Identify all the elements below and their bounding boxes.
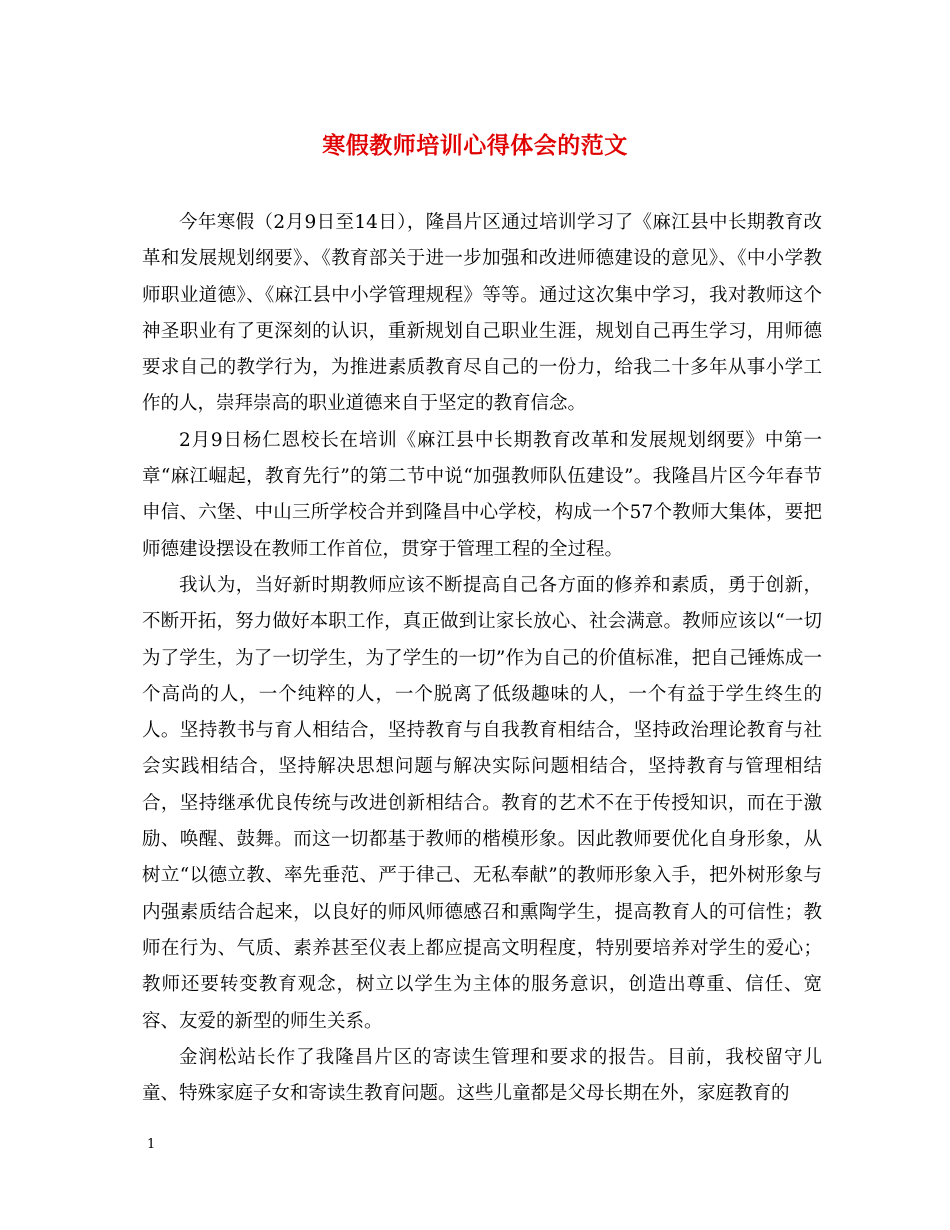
- paragraph-2: 2月9日杨仁恩校长在培训《麻江县中长期教育改革和发展规划纲要》中第一章“麻江崛起，教育先行”的第二节中说“加强教师队伍建设”。我隆昌片区今年春节申信、六堡、中山三所学校合并到隆昌中心学校，构成一个57个教师大集体，要把师德建设摆设在教师工作首位，贯穿于管理工程的全过程。: [142, 429, 822, 560]
- paragraph-3: 我认为，当好新时期教师应该不断提高自己各方面的修养和素质，勇于创新，不断开拓，努力做好本职工作，真正做到让家长放心、社会满意。教师应该以“一切为了学生，为了一切学生，为了学生的一切”作为自己的价值标准，把自己锤炼成一个高尚的人，一个纯粹的人，一个脱离了低级趣味的人，一个有益于学生终生的人。坚持教书与育人相结合，坚持教育与自我教育相结合，坚持政治理论教育与社会实践相结合，坚持解决思想问题与解决实际问题相结合，坚持教育与管理相结合，坚持继承优良传统与改进创新相结合。教育的艺术不在于传授知识，而在于激励、唤醒、鼓舞。而这一切都基于教师的楷模形象。因此教师要优化自身形象，从树立“以德立教、率先垂范、严于律己、无私奉献”的教师形象入手，把外树形象与内强素质结合起来，以良好的师风师德感召和熏陶学生，提高教育人的可信性；教师在行为、气质、素养甚至仪表上都应提高文明程度，特别要培养对学生的爱心；教师还要转变教育观念，树立以学生为主体的服务意识，创造出尊重、信任、宽容、友爱的新型的师生关系。: [142, 574, 822, 1032]
- page-number: 1: [147, 1137, 156, 1152]
- document-body: [142, 205, 822, 1112]
- document-title: 寒假教师培训心得体会的范文: [322, 132, 628, 159]
- paragraph-4: 金润松站长作了我隆昌片区的寄读生管理和要求的报告。目前，我校留守儿童、特殊家庭子女和寄读生教育问题。这些儿童都是父母长期在外，家庭教育的: [142, 1046, 822, 1105]
- paragraph-1: 今年寒假（2月9日至14日），隆昌片区通过培训学习了《麻江县中长期教育改革和发展规划纲要》、《教育部关于进一步加强和改进师德建设的意见》、《中小学教师职业道德》、《麻江县中小学管理规程》等等。通过这次集中学习，我对教师这个神圣职业有了更深刻的认识，重新规划自己职业生涯，规划自己再生学习，用师德要求自己的教学行为，为推进素质教育尽自己的一份力，给我二十多年从事小学工作的人，崇拜崇高的职业道德来自于坚定的教育信念。: [142, 212, 822, 415]
